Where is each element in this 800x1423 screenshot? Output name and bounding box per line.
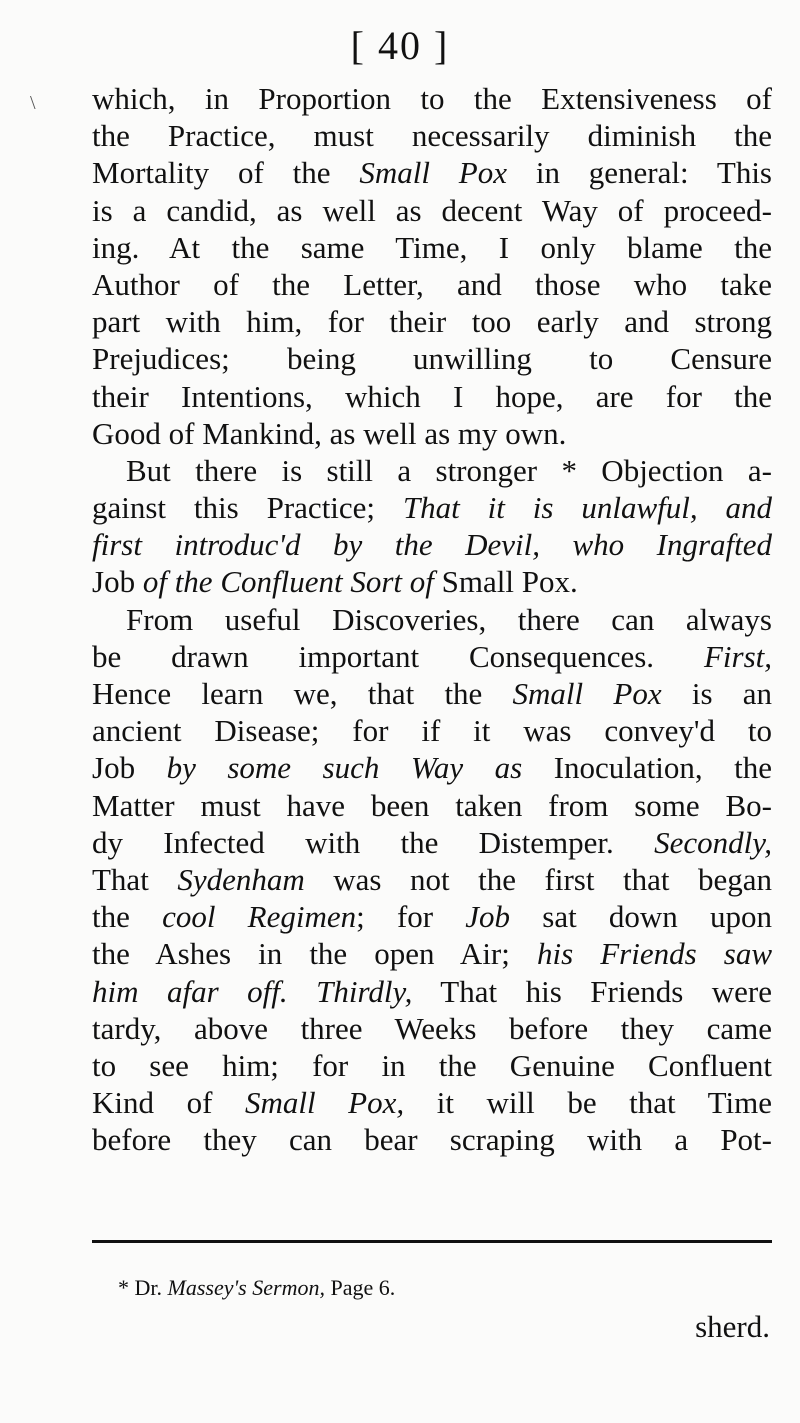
- text-line: [92, 973, 772, 1010]
- text-run: Prejudices; being unwilling to Censure: [92, 341, 772, 377]
- text-line: [92, 452, 772, 489]
- italic-run: Small Pox: [512, 676, 662, 711]
- text-run: it will be that Time: [404, 1085, 772, 1121]
- text-line: [92, 861, 772, 898]
- text-line: [92, 415, 772, 452]
- text-line: [92, 601, 772, 638]
- text-run: Inoculation, the: [522, 750, 772, 786]
- footnote: [118, 1274, 395, 1302]
- text-run: in general: This: [506, 155, 773, 191]
- text-run: the Practice, must necessarily diminish the: [92, 118, 772, 154]
- text-run: sat down upon: [510, 899, 773, 935]
- text-run: That: [92, 861, 178, 897]
- text-run: But there is still a stronger * Objection a-: [126, 452, 772, 488]
- text-run: Mortality of the: [92, 155, 360, 191]
- text-run: Hence learn we, that the: [92, 676, 513, 711]
- text-run: the: [92, 899, 163, 935]
- text-line: [92, 340, 772, 377]
- text-run: Good of Mankind, as well as my own.: [92, 415, 567, 451]
- text-line: [92, 563, 772, 600]
- catchword: sherd.: [695, 1309, 770, 1344]
- text-line: [92, 1010, 772, 1047]
- italic-run: his Friends saw: [536, 936, 773, 972]
- text-run: is an: [661, 676, 772, 711]
- text-line: [92, 229, 772, 266]
- italic-run: Job: [465, 899, 511, 935]
- text-run: Job: [92, 750, 167, 786]
- text-run: Author of the Letter, and those who take: [92, 266, 772, 302]
- text-line: [92, 638, 772, 675]
- text-run: From useful Discoveries, there can always: [126, 601, 772, 637]
- text-run: to see him; for in the Genuine Confluent: [92, 1047, 772, 1083]
- text-line: [92, 712, 772, 749]
- text-run: That his Friends were: [412, 973, 772, 1009]
- text-line: [92, 824, 772, 861]
- italic-run: Sydenham: [177, 861, 305, 897]
- text-line: [92, 378, 772, 415]
- text-run: part with him, for their too early and strong: [92, 304, 772, 340]
- text-run: the Ashes in the open Air;: [92, 936, 537, 972]
- footnote-run: Page 6.: [324, 1275, 396, 1300]
- text-line: [92, 749, 772, 786]
- italic-run: Secondly,: [654, 824, 772, 860]
- margin-mark: \: [30, 92, 36, 114]
- text-line: [92, 526, 772, 563]
- footnote-run: * Dr.: [118, 1275, 168, 1300]
- text-line: [92, 935, 772, 972]
- text-line: [92, 675, 772, 712]
- italic-run: him afar off. Thirdly,: [92, 973, 413, 1009]
- text-run: be drawn important Consequences.: [92, 638, 704, 674]
- text-run: Job: [92, 564, 143, 600]
- italic-run: cool Regimen: [162, 899, 357, 935]
- text-run: ; for: [356, 899, 466, 935]
- text-run: Matter must have been taken from some Bo-: [92, 787, 772, 823]
- text-line: [92, 266, 772, 303]
- footnote-rule: [92, 1240, 772, 1243]
- italic-run: of the Confluent Sort of: [142, 564, 434, 600]
- text-line: [92, 192, 772, 229]
- text-run: dy Infected with the Distemper.: [92, 824, 655, 860]
- text-run: was not the first that began: [304, 861, 773, 897]
- page-number: [ 40 ]: [350, 23, 450, 68]
- body-text: [92, 80, 772, 1158]
- text-run: gainst this Practice;: [92, 490, 403, 526]
- text-line: [92, 1121, 772, 1158]
- text-line: [92, 80, 772, 117]
- italic-run: Small Pox,: [244, 1085, 405, 1121]
- italic-run: First,: [703, 638, 772, 674]
- text-line: [92, 154, 772, 191]
- italic-run: That it is unlawful, and: [402, 490, 772, 526]
- text-line: [92, 898, 772, 935]
- text-line: [92, 303, 772, 340]
- text-line: [92, 1084, 772, 1121]
- italic-run: first introduc'd by the Devil, who Ingrafted: [92, 527, 772, 563]
- text-run: tardy, above three Weeks before they came: [92, 1010, 772, 1046]
- text-line: [92, 117, 772, 154]
- text-run: ancient Disease; for if it was convey'd to: [92, 713, 772, 749]
- italic-run: Small Pox: [359, 155, 507, 191]
- text-line: [92, 489, 772, 526]
- text-run: before they can bear scraping with a Pot-: [92, 1122, 772, 1158]
- text-line: [92, 1047, 772, 1084]
- text-line: [92, 787, 772, 824]
- text-run: Small Pox.: [433, 564, 578, 600]
- italic-run: by some such Way as: [166, 750, 523, 786]
- text-run: Kind of: [92, 1085, 245, 1121]
- text-run: ing. At the same Time, I only blame the: [92, 229, 772, 265]
- footnote-italic-run: Massey's Sermon,: [167, 1275, 325, 1300]
- text-run: their Intentions, which I hope, are for the: [92, 378, 772, 414]
- text-run: which, in Proportion to the Extensiveness of: [92, 81, 772, 116]
- text-run: is a candid, as well as decent Way of proceed-: [92, 192, 772, 228]
